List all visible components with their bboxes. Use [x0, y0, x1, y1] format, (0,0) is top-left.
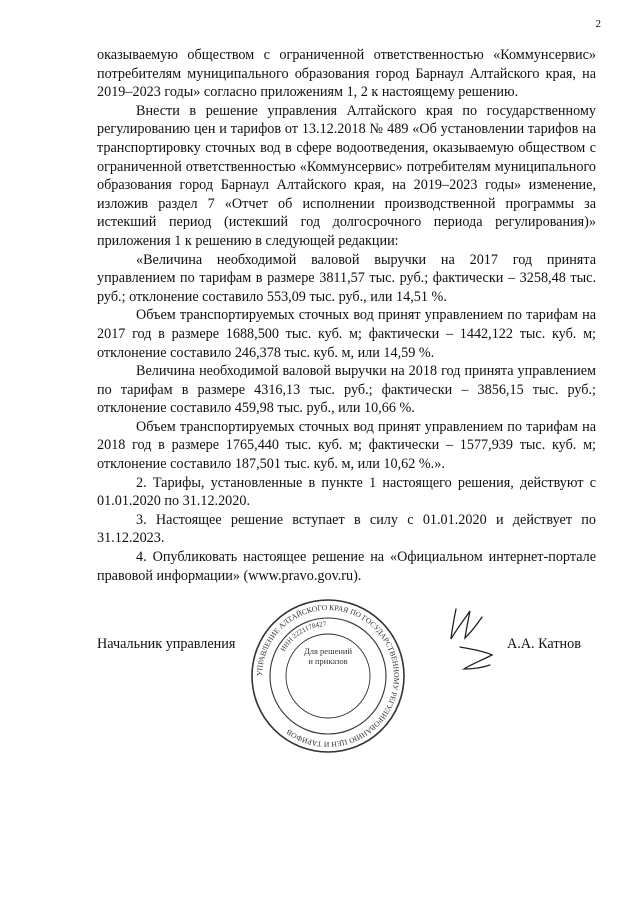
stamp-inn-text: ИНН 2221178427	[279, 620, 327, 653]
paragraph-item-3: 3. Настоящее решение вступает в силу с 01.01.2020 и действует по 31.12.2023.	[97, 511, 596, 547]
stamp-outer-ring	[252, 600, 404, 752]
page-number: 2	[595, 18, 601, 30]
signatory-role: Начальник управления	[97, 636, 236, 652]
paragraph-continuation: оказываемую обществом с ограниченной ответственностью «Коммунсервис» потребителям муниципального образования город Барнаул Алтайского края, на 2019–2023 годы» согласно приложениям 1, 2 к настоящему решению.	[97, 47, 596, 101]
paragraph-item-2: 2. Тарифы, установленные в пункте 1 настоящего решения, действуют с 01.01.2020 по 31.12.2020.	[97, 474, 596, 510]
paragraph-volume-2017: Объем транспортируемых сточных вод принят управлением по тарифам на 2017 год в размере 1688,500 тыс. куб. м; фактически – 1442,122 тыс. куб. м; отклонение составило 246,378 тыс. куб. м, или 14,59 %.	[97, 307, 596, 361]
signatory-name: А.А. Катнов	[507, 636, 581, 652]
official-stamp	[248, 596, 408, 756]
paragraph-volume-2018: Объем транспортируемых сточных вод принят управлением по тарифам на 2018 год в размере 1765,440 тыс. куб. м; фактически – 1577,939 тыс. куб. м; отклонение составило 187,501 тыс. куб. м, или 10,62 %.».	[97, 418, 596, 473]
paragraph-revenue-2018: Величина необходимой валовой выручки на 2018 год принята управлением по тарифам в размере 4316,13 тыс. руб.; фактически – 3856,15 тыс. руб.; отклонение составило 459,98 тыс. руб., или 10,66 %.	[97, 363, 596, 417]
stamp-middle-ring	[270, 618, 386, 734]
stamp-center-text-1: Для решений	[303, 646, 353, 656]
paragraph-amendment: Внести в решение управления Алтайского края по государственному регулированию цен и тарифов от 13.12.2018 № 489 «Об установлении тарифов на транспортировку сточных вод в сфере водоотведения, оказываемую обществом с ограниченной ответственностью «Коммунсервис» потребителям муниципального образования город Барнаул Алтайского края, на 2019–2023 годы» изменение, изложив раздел 7 «Отчет об исполнении производственной программы за истекший период (истекший год долгосрочного периода регулирования)» приложения 1 к решению в следующей редакции:	[97, 102, 596, 249]
stamp-center-text-2: и приказов	[308, 656, 348, 666]
paragraph-revenue-2017: «Величина необходимой валовой выручки на 2017 год принята управлением по тарифам в размере 3811,57 тыс. руб.; фактически – 3258,48 тыс. руб.; отклонение составило 553,09 тыс. руб., или 14,51 %.	[97, 251, 596, 305]
document-body	[97, 46, 596, 585]
stamp-outer-text: УПРАВЛЕНИЕ АЛТАЙСКОГО КРАЯ ПО ГОСУДАРСТВЕННОМУ РЕГУЛИРОВАНИЮ ЦЕН И ТАРИФОВ	[254, 602, 402, 750]
paragraph-item-4: 4. Опубликовать настоящее решение на «Официальном интернет-портале правовой информации» (www.pravo.gov.ru).	[97, 549, 596, 584]
